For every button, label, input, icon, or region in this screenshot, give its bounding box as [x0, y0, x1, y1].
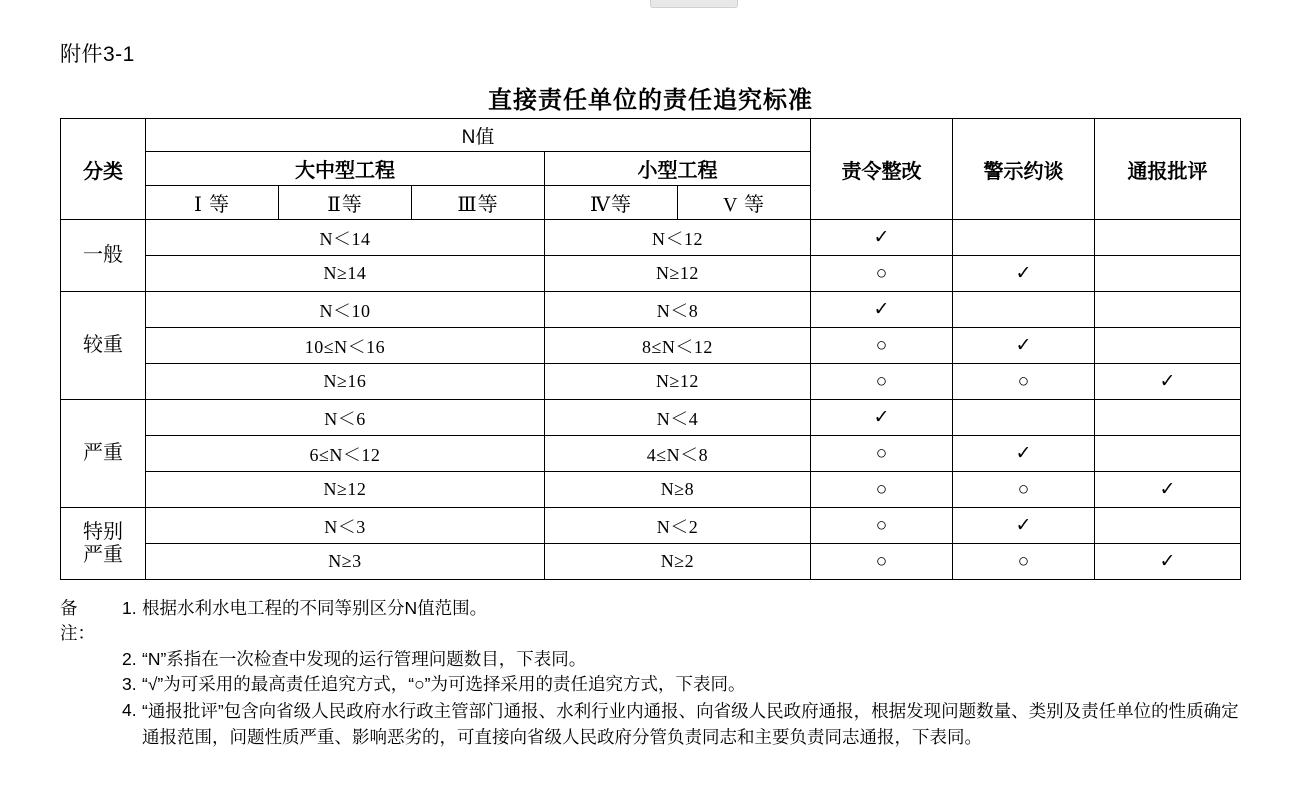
mark-warning-talk: ✓: [953, 436, 1095, 472]
condition-large: N≥14: [146, 256, 545, 292]
header-action-rectify: 责令整改: [811, 119, 953, 220]
mark-rectify: ✓: [811, 292, 953, 328]
mark-warning-talk: ○: [953, 472, 1095, 508]
mark-warning-talk: [953, 292, 1095, 328]
condition-small: N≥8: [545, 472, 811, 508]
condition-small: N≥2: [545, 544, 811, 580]
condition-large: N≥3: [146, 544, 545, 580]
header-small-project: 小型工程: [545, 152, 811, 186]
header-action-warning-talk: 警示约谈: [953, 119, 1095, 220]
condition-small: N＜8: [545, 292, 811, 328]
header-grade-4: Ⅳ等: [545, 186, 678, 220]
condition-small: 8≤N＜12: [545, 328, 811, 364]
table-row: [61, 472, 1241, 508]
mark-public-criticism: ✓: [1095, 364, 1241, 400]
condition-large: 10≤N＜16: [146, 328, 545, 364]
mark-rectify: ○: [811, 544, 953, 580]
mark-rectify: ○: [811, 472, 953, 508]
note-item: [60, 596, 1245, 647]
table-row: [61, 508, 1241, 544]
table-row: [61, 400, 1241, 436]
mark-warning-talk: ○: [953, 364, 1095, 400]
condition-large: N＜3: [146, 508, 545, 544]
condition-large: N＜10: [146, 292, 545, 328]
note-text: “N”系指在一次检查中发现的运行管理问题数目，下表同。: [142, 648, 587, 669]
table-row: [61, 328, 1241, 364]
header-category: 分类: [61, 119, 146, 220]
condition-large: N＜6: [146, 400, 545, 436]
mark-public-criticism: [1095, 328, 1241, 364]
note-number: 3.: [122, 674, 137, 695]
category-relatively-serious: 较重: [61, 292, 146, 400]
mark-warning-talk: ✓: [953, 508, 1095, 544]
note-number: 4.: [122, 699, 137, 720]
category-general: 一般: [61, 220, 146, 292]
condition-large: 6≤N＜12: [146, 436, 545, 472]
header-grade-1: Ⅰ 等: [146, 186, 279, 220]
attachment-label: 附件3-1: [60, 43, 135, 66]
condition-large: N≥16: [146, 364, 545, 400]
category-extremely-serious: [61, 508, 146, 580]
mark-warning-talk: [953, 400, 1095, 436]
note-text: “通报批评”包含向省级人民政府水行政主管部门通报、水利行业内通报、向省级人民政府通报，根据发现问题数量、类别及责任单位的性质确定通报范围，问题性质严重、影响恶劣的，可直接向省级人民政府分管负责同志和主要负责同志通报，下表同。: [142, 700, 1239, 747]
page-title: 直接责任单位的责任追究标准: [488, 87, 813, 114]
note-item: [60, 647, 1245, 672]
mark-warning-talk: ✓: [953, 256, 1095, 292]
table-row: [61, 364, 1241, 400]
mark-public-criticism: [1095, 256, 1241, 292]
mark-public-criticism: ✓: [1095, 472, 1241, 508]
table-row: [61, 220, 1241, 256]
condition-large: N≥12: [146, 472, 545, 508]
mark-rectify: ○: [811, 508, 953, 544]
notes-label: 备注：: [60, 598, 95, 644]
condition-large: N＜14: [146, 220, 545, 256]
header-grade-5: V 等: [678, 186, 811, 220]
condition-small: N≥12: [545, 256, 811, 292]
condition-small: 4≤N＜8: [545, 436, 811, 472]
mark-warning-talk: ○: [953, 544, 1095, 580]
note-text: 根据水利水电工程的不同等别区分N值范围。: [142, 598, 488, 618]
mark-rectify: ○: [811, 364, 953, 400]
header-action-public-criticism: 通报批评: [1095, 119, 1241, 220]
mark-public-criticism: ✓: [1095, 544, 1241, 580]
header-grade-2: Ⅱ等: [279, 186, 412, 220]
condition-small: N＜2: [545, 508, 811, 544]
condition-small: N＜4: [545, 400, 811, 436]
header-n-value: N值: [146, 119, 811, 152]
mark-rectify: ✓: [811, 400, 953, 436]
table-row: [61, 544, 1241, 580]
responsibility-standard-table: [60, 118, 1241, 580]
mark-public-criticism: [1095, 436, 1241, 472]
notes-section: [60, 596, 1245, 750]
header-grade-3: Ⅲ等: [412, 186, 545, 220]
mark-rectify: ○: [811, 436, 953, 472]
window-tab-stub: [650, 0, 738, 8]
mark-public-criticism: [1095, 508, 1241, 544]
table-row: [61, 292, 1241, 328]
category-line-1: 特别: [83, 520, 123, 543]
mark-public-criticism: [1095, 292, 1241, 328]
mark-public-criticism: [1095, 400, 1241, 436]
table-row: [61, 256, 1241, 292]
header-large-medium-project: 大中型工程: [146, 152, 545, 186]
mark-rectify: ○: [811, 256, 953, 292]
note-item: [60, 672, 1245, 697]
mark-public-criticism: [1095, 220, 1241, 256]
mark-rectify: ○: [811, 328, 953, 364]
condition-small: N≥12: [545, 364, 811, 400]
mark-warning-talk: [953, 220, 1095, 256]
condition-small: N＜12: [545, 220, 811, 256]
table-row: [61, 436, 1241, 472]
note-number: 2.: [122, 648, 137, 669]
category-line-2: 严重: [83, 543, 123, 566]
mark-warning-talk: ✓: [953, 328, 1095, 364]
note-text: “√”为可采用的最高责任追究方式，“○”为可选择采用的责任追究方式，下表同。: [142, 674, 746, 695]
mark-rectify: ✓: [811, 220, 953, 256]
category-serious: 严重: [61, 400, 146, 508]
note-item: [60, 698, 1245, 751]
note-number: 1.: [122, 598, 137, 618]
